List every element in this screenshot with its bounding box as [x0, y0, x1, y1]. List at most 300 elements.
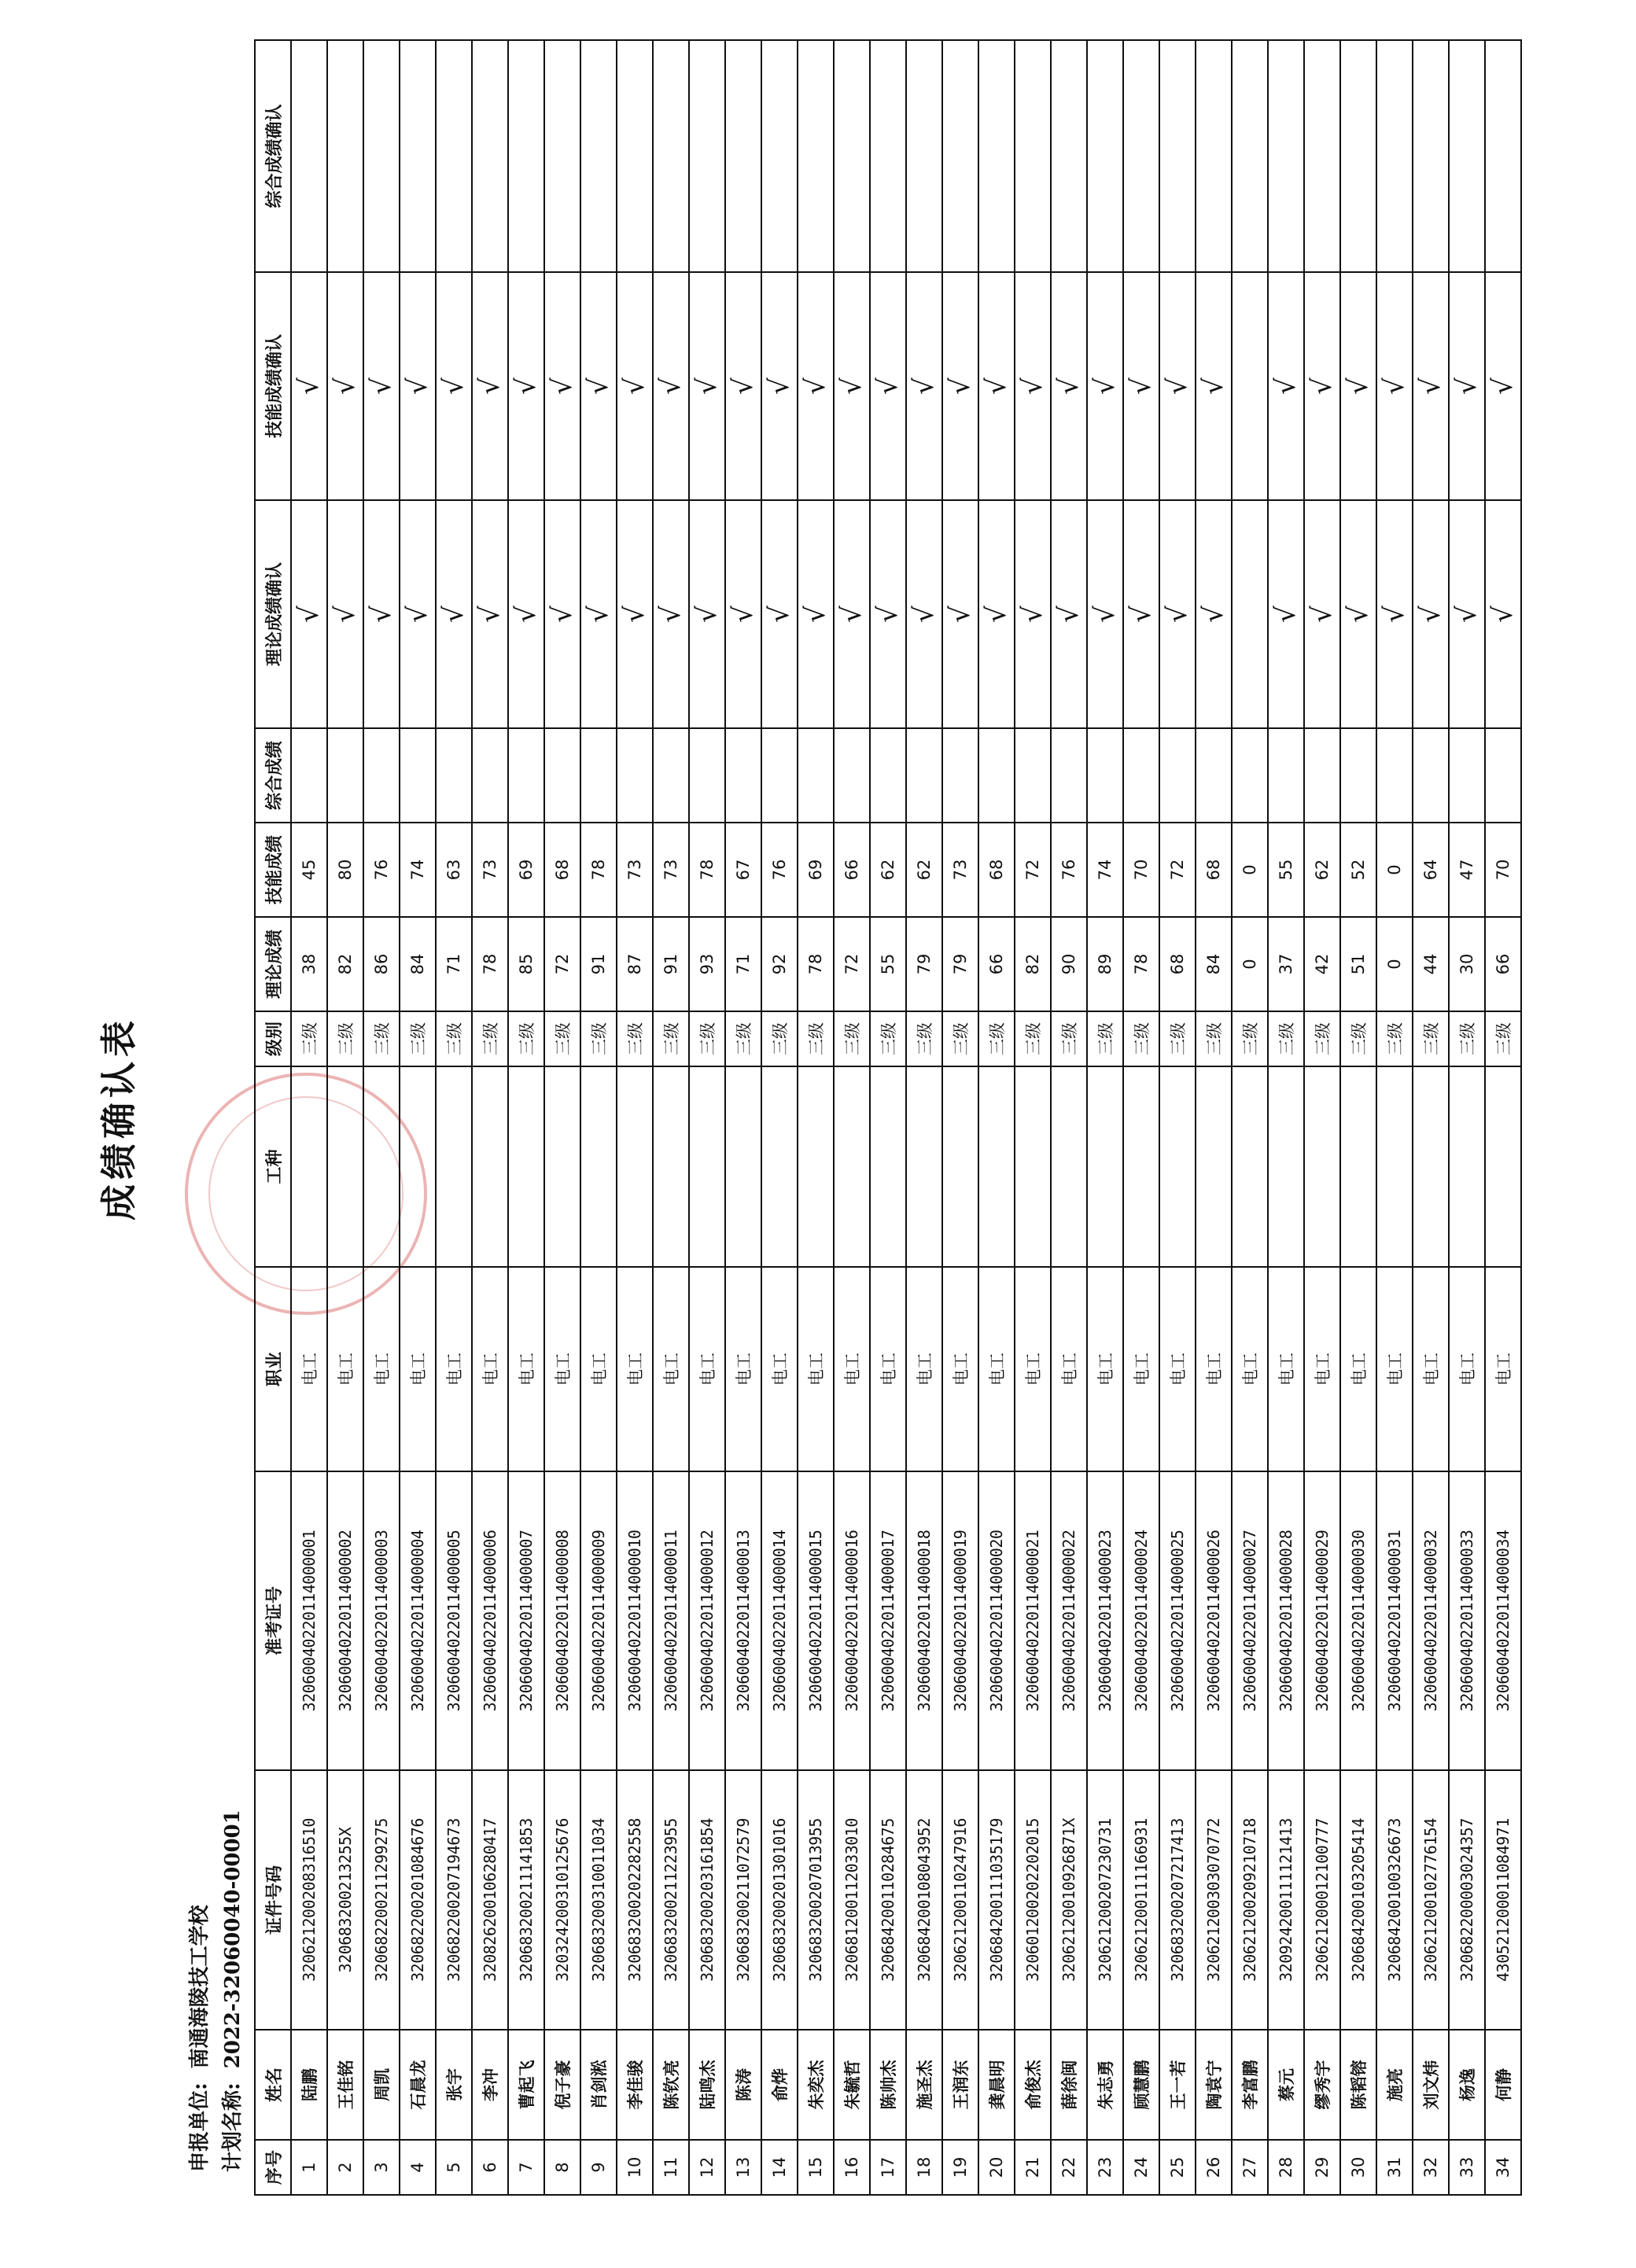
skill-score: 73: [617, 823, 653, 917]
exam-number: 32060040220114000012: [689, 1471, 725, 1770]
row-number: 23: [1087, 2140, 1123, 2195]
level: 三级: [1268, 1011, 1304, 1066]
theory-score: 66: [978, 917, 1015, 1011]
skill-confirm-mark: √: [291, 272, 327, 500]
student-name: 陆鸣杰: [689, 2030, 725, 2140]
occupation: 电工: [689, 1267, 725, 1471]
trade: [1449, 1066, 1485, 1267]
occupation: 电工: [978, 1267, 1015, 1471]
id-number: 320682200211299275: [363, 1770, 400, 2030]
id-number: 320683200207217413: [1159, 1770, 1196, 2030]
total-confirm-mark: [1413, 40, 1449, 272]
id-number: 320826200106280417: [472, 1770, 508, 2030]
skill-confirm-mark: √: [798, 272, 834, 500]
theory-score: 84: [400, 917, 436, 1011]
total-score: [761, 728, 798, 823]
total-confirm-mark: [1123, 40, 1159, 272]
applying-unit-value: 南通海陵技工学校: [188, 1905, 212, 2069]
skill-score: 63: [436, 823, 472, 917]
total-confirm-mark: [1449, 40, 1485, 272]
total-score: [617, 728, 653, 823]
theory-score: 91: [580, 917, 617, 1011]
skill-score: 70: [1485, 823, 1521, 917]
theory-confirm-mark: √: [1376, 500, 1413, 728]
skill-score: 72: [1159, 823, 1196, 917]
skill-confirm-mark: √: [725, 272, 761, 500]
student-name: 施亮: [1376, 2030, 1413, 2140]
exam-number: 32060040220114000017: [870, 1471, 906, 1770]
student-name: 顾慧鹏: [1123, 2030, 1159, 2140]
total-confirm-mark: [508, 40, 544, 272]
table-row: [798, 40, 834, 2195]
theory-score: 87: [617, 917, 653, 1011]
trade: [689, 1066, 725, 1267]
total-confirm-mark: [1268, 40, 1304, 272]
total-confirm-mark: [1087, 40, 1123, 272]
level: 三级: [472, 1011, 508, 1066]
student-name: 龚晨明: [978, 2030, 1015, 2140]
theory-confirm-mark: √: [1015, 500, 1051, 728]
skill-confirm-mark: √: [1304, 272, 1340, 500]
total-score: [436, 728, 472, 823]
id-number: 320621200208316510: [291, 1770, 327, 2030]
row-number: 12: [689, 2140, 725, 2195]
student-name: 李富鹏: [1232, 2030, 1268, 2140]
trade: [508, 1066, 544, 1267]
column-header: 技能成绩确认: [255, 272, 291, 500]
exam-number: 32060040220114000024: [1123, 1471, 1159, 1770]
row-number: 31: [1376, 2140, 1413, 2195]
total-score: [327, 728, 363, 823]
table-row: [725, 40, 761, 2195]
skill-confirm-mark: √: [653, 272, 689, 500]
table-row: [291, 40, 327, 2195]
student-name: 陶袁宁: [1196, 2030, 1232, 2140]
skill-score: 76: [363, 823, 400, 917]
skill-confirm-mark: √: [1196, 272, 1232, 500]
level: 三级: [870, 1011, 906, 1066]
exam-number: 32060040220114000001: [291, 1471, 327, 1770]
total-score: [544, 728, 580, 823]
student-name: 李冲: [472, 2030, 508, 2140]
skill-score: 45: [291, 823, 327, 917]
table-row: [1268, 40, 1304, 2195]
occupation: 电工: [436, 1267, 472, 1471]
theory-confirm-mark: √: [1304, 500, 1340, 728]
level: 三级: [1376, 1011, 1413, 1066]
row-number: 20: [978, 2140, 1015, 2195]
table-row: [1304, 40, 1340, 2195]
skill-confirm-mark: √: [580, 272, 617, 500]
trade: [1485, 1066, 1521, 1267]
skill-confirm-mark: √: [1015, 272, 1051, 500]
total-confirm-mark: [1376, 40, 1413, 272]
trade: [1232, 1066, 1268, 1267]
skill-confirm-mark: √: [472, 272, 508, 500]
theory-confirm-mark: √: [472, 500, 508, 728]
trade: [436, 1066, 472, 1267]
table-row: [1123, 40, 1159, 2195]
total-score: [906, 728, 942, 823]
trade: [1413, 1066, 1449, 1267]
total-confirm-mark: [1015, 40, 1051, 272]
theory-score: 37: [1268, 917, 1304, 1011]
occupation: 电工: [1051, 1267, 1087, 1471]
applying-unit-label: 申报单位:: [188, 2082, 212, 2172]
row-number: 24: [1123, 2140, 1159, 2195]
skill-score: 52: [1340, 823, 1376, 917]
student-name: 王佳铭: [327, 2030, 363, 2140]
theory-confirm-mark: √: [978, 500, 1015, 728]
theory-confirm-mark: √: [436, 500, 472, 728]
exam-number: 32060040220114000022: [1051, 1471, 1087, 1770]
skill-confirm-mark: √: [942, 272, 978, 500]
theory-confirm-mark: √: [1268, 500, 1304, 728]
student-name: 薛徐闽: [1051, 2030, 1087, 2140]
theory-confirm-mark: √: [1051, 500, 1087, 728]
level: 三级: [400, 1011, 436, 1066]
level: 三级: [1123, 1011, 1159, 1066]
occupation: 电工: [1015, 1267, 1051, 1471]
student-name: 陈涛: [725, 2030, 761, 2140]
row-number: 1: [291, 2140, 327, 2195]
theory-confirm-mark: √: [1485, 500, 1521, 728]
id-number: 320684200110284675: [870, 1770, 906, 2030]
trade: [1159, 1066, 1196, 1267]
theory-score: 86: [363, 917, 400, 1011]
theory-confirm-mark: √: [942, 500, 978, 728]
theory-confirm-mark: √: [689, 500, 725, 728]
total-confirm-mark: [834, 40, 870, 272]
skill-score: 76: [1051, 823, 1087, 917]
level: 三级: [653, 1011, 689, 1066]
id-number: 320682200201084676: [400, 1770, 436, 2030]
skill-score: 74: [1087, 823, 1123, 917]
skill-confirm-mark: √: [1485, 272, 1521, 500]
id-number: 320621200111166931: [1123, 1770, 1159, 2030]
table-row: [617, 40, 653, 2195]
total-score: [689, 728, 725, 823]
skill-score: 68: [1196, 823, 1232, 917]
id-number: 320683200310011034: [580, 1770, 617, 2030]
student-name: 张宇: [436, 2030, 472, 2140]
skill-score: 47: [1449, 823, 1485, 917]
student-name: 曹起飞: [508, 2030, 544, 2140]
occupation: 电工: [1449, 1267, 1485, 1471]
id-number: 320621200207230731: [1087, 1770, 1123, 2030]
student-name: 倪子豪: [544, 2030, 580, 2140]
theory-confirm-mark: √: [580, 500, 617, 728]
level: 三级: [942, 1011, 978, 1066]
level: 三级: [436, 1011, 472, 1066]
applying-unit-line: [183, 1905, 212, 2172]
occupation: 电工: [1304, 1267, 1340, 1471]
id-number: 320683200203161854: [689, 1770, 725, 2030]
total-score: [1340, 728, 1376, 823]
student-name: 朱奕杰: [798, 2030, 834, 2140]
occupation: 电工: [1196, 1267, 1232, 1471]
trade: [1376, 1066, 1413, 1267]
row-number: 5: [436, 2140, 472, 2195]
total-score: [798, 728, 834, 823]
theory-score: 0: [1376, 917, 1413, 1011]
total-score: [1123, 728, 1159, 823]
id-number: 320684200111035179: [978, 1770, 1015, 2030]
total-confirm-mark: [1340, 40, 1376, 272]
theory-confirm-mark: √: [363, 500, 400, 728]
skill-confirm-mark: √: [870, 272, 906, 500]
skill-score: 72: [1015, 823, 1051, 917]
occupation: 电工: [1413, 1267, 1449, 1471]
occupation: 电工: [1268, 1267, 1304, 1471]
skill-confirm-mark: √: [906, 272, 942, 500]
table-row: [1232, 40, 1268, 2195]
trade: [1196, 1066, 1232, 1267]
skill-score: 68: [544, 823, 580, 917]
row-number: 7: [508, 2140, 544, 2195]
row-number: 11: [653, 2140, 689, 2195]
total-score: [363, 728, 400, 823]
total-confirm-mark: [1485, 40, 1521, 272]
level: 三级: [363, 1011, 400, 1066]
row-number: 22: [1051, 2140, 1087, 2195]
trade: [978, 1066, 1015, 1267]
theory-score: 71: [436, 917, 472, 1011]
skill-confirm-mark: √: [834, 272, 870, 500]
theory-score: 44: [1413, 917, 1449, 1011]
row-number: 28: [1268, 2140, 1304, 2195]
table-row: [689, 40, 725, 2195]
total-confirm-mark: [689, 40, 725, 272]
id-number: 320682200207194673: [436, 1770, 472, 2030]
skill-score: 62: [870, 823, 906, 917]
table-row: [363, 40, 400, 2195]
occupation: 电工: [1232, 1267, 1268, 1471]
exam-number: 32060040220114000018: [906, 1471, 942, 1770]
skill-confirm-mark: [1232, 272, 1268, 500]
theory-confirm-mark: √: [400, 500, 436, 728]
total-score: [508, 728, 544, 823]
theory-confirm-mark: √: [1123, 500, 1159, 728]
table-row: [978, 40, 1015, 2195]
table-row: [436, 40, 472, 2195]
trade: [942, 1066, 978, 1267]
exam-number: 32060040220114000023: [1087, 1471, 1123, 1770]
table-row: [1196, 40, 1232, 2195]
theory-score: 85: [508, 917, 544, 1011]
exam-number: 32060040220114000014: [761, 1471, 798, 1770]
trade: [291, 1066, 327, 1267]
skill-score: 80: [327, 823, 363, 917]
table-body: [291, 40, 1521, 2195]
level: 三级: [327, 1011, 363, 1066]
exam-number: 32060040220114000011: [653, 1471, 689, 1770]
level: 三级: [508, 1011, 544, 1066]
id-number: 320621200102776154: [1413, 1770, 1449, 2030]
skill-score: 0: [1232, 823, 1268, 917]
occupation: 电工: [1376, 1267, 1413, 1471]
trade: [363, 1066, 400, 1267]
id-number: 320683200211223955: [653, 1770, 689, 2030]
theory-confirm-mark: √: [761, 500, 798, 728]
theory-score: 79: [942, 917, 978, 1011]
theory-confirm-mark: √: [1196, 500, 1232, 728]
theory-confirm-mark: √: [1449, 500, 1485, 728]
trade: [1340, 1066, 1376, 1267]
theory-score: 71: [725, 917, 761, 1011]
occupation: 电工: [1340, 1267, 1376, 1471]
id-number: 320683200211141853: [508, 1770, 544, 2030]
id-number: 32068320021325​5X: [327, 1770, 363, 2030]
skill-confirm-mark: √: [761, 272, 798, 500]
level: 三级: [1159, 1011, 1196, 1066]
id-number: 320621200110247916: [942, 1770, 978, 2030]
skill-confirm-mark: √: [978, 272, 1015, 500]
table-row: [942, 40, 978, 2195]
table-row: [761, 40, 798, 2195]
student-name: 陆鹏: [291, 2030, 327, 2140]
theory-score: 42: [1304, 917, 1340, 1011]
theory-score: 66: [1485, 917, 1521, 1011]
total-score: [1232, 728, 1268, 823]
total-score: [1268, 728, 1304, 823]
total-confirm-mark: [1304, 40, 1340, 272]
row-number: 18: [906, 2140, 942, 2195]
column-header: 准考证号: [255, 1471, 291, 1770]
table-row: [508, 40, 544, 2195]
total-confirm-mark: [544, 40, 580, 272]
score-table: [254, 39, 1522, 2196]
column-header: 综合成绩: [255, 728, 291, 823]
student-name: 王润东: [942, 2030, 978, 2140]
student-name: 李佳骏: [617, 2030, 653, 2140]
row-number: 19: [942, 2140, 978, 2195]
skill-confirm-mark: √: [1123, 272, 1159, 500]
id-number: 320681200112033010: [834, 1770, 870, 2030]
table-row: [1051, 40, 1087, 2195]
total-score: [978, 728, 1015, 823]
level: 三级: [689, 1011, 725, 1066]
exam-number: 32060040220114000025: [1159, 1471, 1196, 1770]
exam-number: 32060040220114000004: [400, 1471, 436, 1770]
theory-score: 55: [870, 917, 906, 1011]
trade: [580, 1066, 617, 1267]
theory-score: 92: [761, 917, 798, 1011]
score-confirmation-sheet: [90, 41, 1546, 2196]
skill-confirm-mark: √: [1051, 272, 1087, 500]
total-confirm-mark: [761, 40, 798, 272]
row-number: 17: [870, 2140, 906, 2195]
row-number: 25: [1159, 2140, 1196, 2195]
student-name: 俞俊杰: [1015, 2030, 1051, 2140]
occupation: 电工: [798, 1267, 834, 1471]
level: 三级: [1449, 1011, 1485, 1066]
total-confirm-mark: [1232, 40, 1268, 272]
level: 三级: [1413, 1011, 1449, 1066]
plan-name-label: 计划名称:: [221, 2082, 245, 2172]
id-number: 320601200202202015: [1015, 1770, 1051, 2030]
theory-confirm-mark: √: [725, 500, 761, 728]
table-row: [870, 40, 906, 2195]
table-row: [472, 40, 508, 2195]
total-score: [1449, 728, 1485, 823]
theory-score: 30: [1449, 917, 1485, 1011]
row-number: 30: [1340, 2140, 1376, 2195]
row-number: 16: [834, 2140, 870, 2195]
total-confirm-mark: [906, 40, 942, 272]
occupation: 电工: [834, 1267, 870, 1471]
row-number: 34: [1485, 2140, 1521, 2195]
theory-confirm-mark: √: [906, 500, 942, 728]
student-name: 陈韬镕: [1340, 2030, 1376, 2140]
exam-number: 32060040220114000016: [834, 1471, 870, 1770]
trade: [1015, 1066, 1051, 1267]
theory-score: 51: [1340, 917, 1376, 1011]
total-confirm-mark: [400, 40, 436, 272]
exam-number: 32060040220114000033: [1449, 1471, 1485, 1770]
exam-number: 32060040220114000003: [363, 1471, 400, 1770]
row-number: 14: [761, 2140, 798, 2195]
column-header: 工种: [255, 1066, 291, 1267]
total-score: [942, 728, 978, 823]
column-header: 序号: [255, 2140, 291, 2195]
id-number: 320324200310125676: [544, 1770, 580, 2030]
student-name: 朱毓哲: [834, 2030, 870, 2140]
skill-score: 69: [798, 823, 834, 917]
theory-confirm-mark: √: [798, 500, 834, 728]
theory-score: 72: [544, 917, 580, 1011]
id-number: 320683200201301016: [761, 1770, 798, 2030]
total-score: [1159, 728, 1196, 823]
theory-score: 0: [1232, 917, 1268, 1011]
theory-confirm-mark: [1232, 500, 1268, 728]
occupation: 电工: [363, 1267, 400, 1471]
trade: [725, 1066, 761, 1267]
table-row: [1015, 40, 1051, 2195]
level: 三级: [580, 1011, 617, 1066]
level: 三级: [761, 1011, 798, 1066]
total-score: [291, 728, 327, 823]
row-number: 13: [725, 2140, 761, 2195]
theory-confirm-mark: √: [291, 500, 327, 728]
total-score: [580, 728, 617, 823]
level: 三级: [291, 1011, 327, 1066]
student-name: 朱志勇: [1087, 2030, 1123, 2140]
exam-number: 32060040220114000002: [327, 1471, 363, 1770]
level: 三级: [906, 1011, 942, 1066]
occupation: 电工: [544, 1267, 580, 1471]
student-name: 王一若: [1159, 2030, 1196, 2140]
plan-name-line: [216, 1810, 245, 2172]
table-row: [834, 40, 870, 2195]
column-header: 职业: [255, 1267, 291, 1471]
total-confirm-mark: [291, 40, 327, 272]
theory-confirm-mark: √: [653, 500, 689, 728]
level: 三级: [1196, 1011, 1232, 1066]
trade: [834, 1066, 870, 1267]
level: 三级: [1304, 1011, 1340, 1066]
total-confirm-mark: [942, 40, 978, 272]
exam-number: 32060040220114000031: [1376, 1471, 1413, 1770]
row-number: 26: [1196, 2140, 1232, 2195]
total-score: [472, 728, 508, 823]
table-row: [1449, 40, 1485, 2195]
level: 三级: [1232, 1011, 1268, 1066]
table-row: [400, 40, 436, 2195]
total-score: [834, 728, 870, 823]
theory-score: 84: [1196, 917, 1232, 1011]
theory-confirm-mark: √: [544, 500, 580, 728]
